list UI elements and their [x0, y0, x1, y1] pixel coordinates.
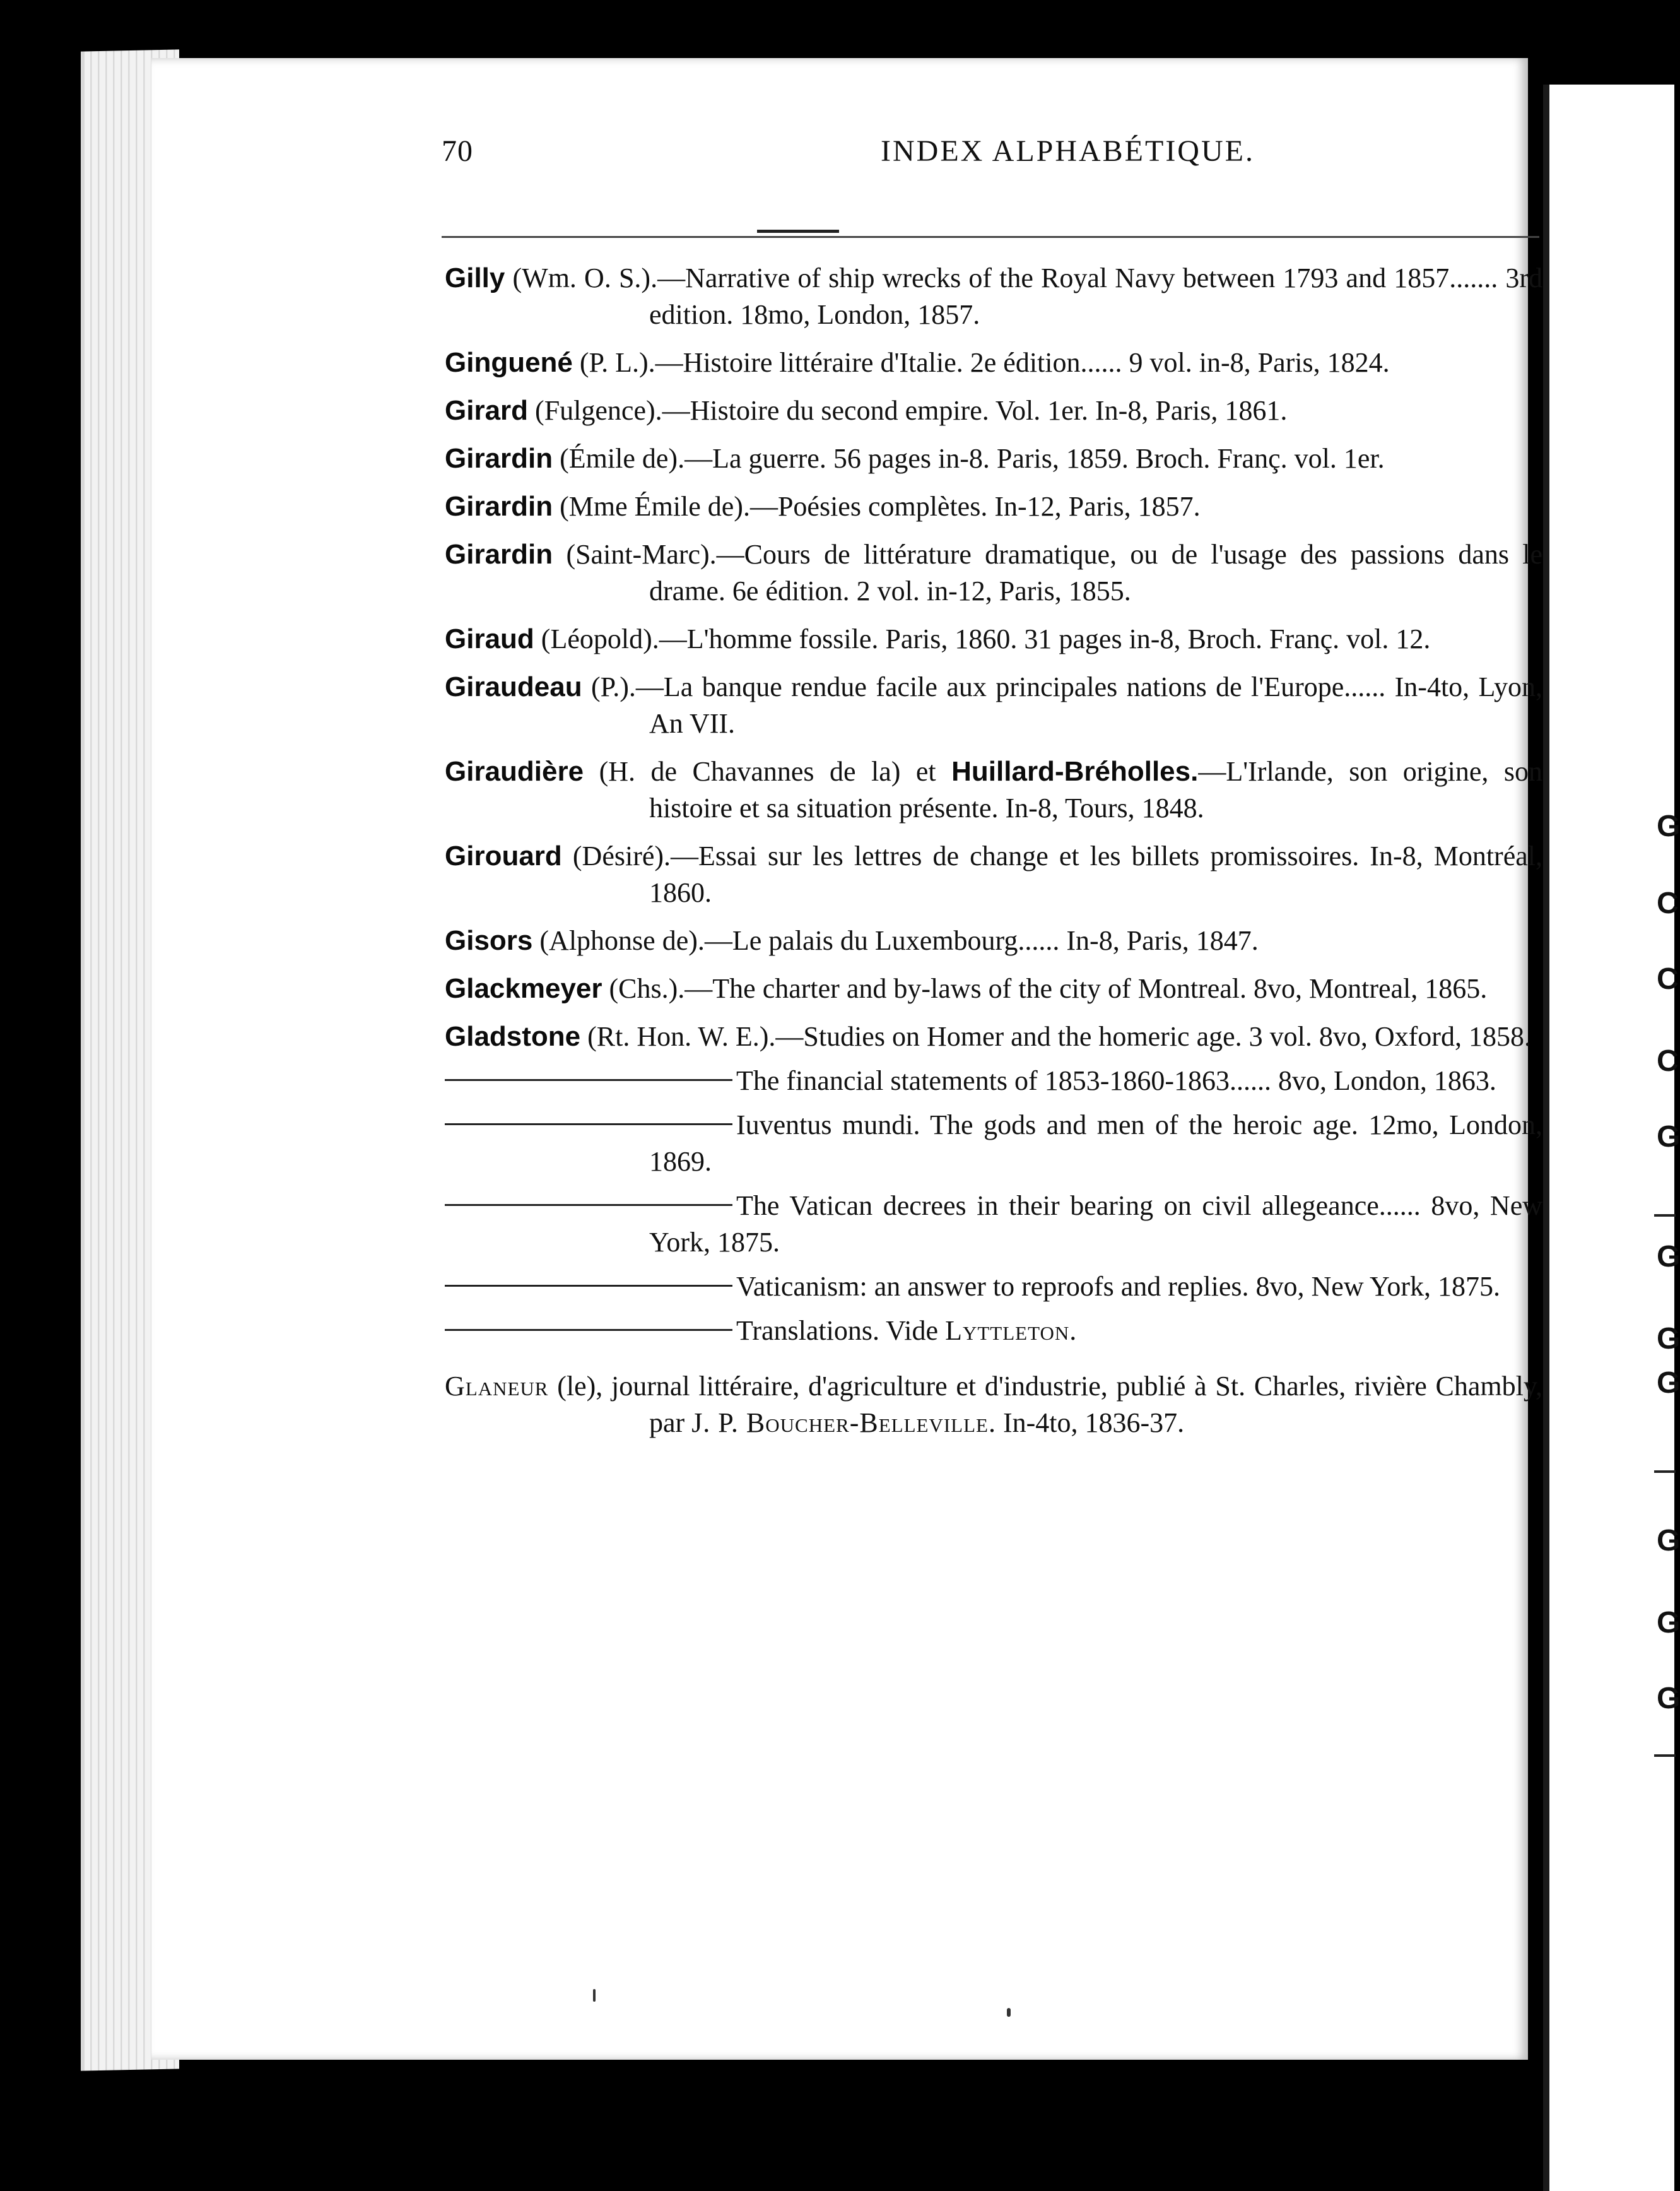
entry-author: Girard — [445, 395, 529, 426]
entry-author: Ginguené — [445, 347, 573, 378]
index-entry-continuation — [445, 1188, 1542, 1261]
ditto-dash-rule — [445, 1329, 732, 1331]
index-entry — [445, 669, 1542, 742]
header-rule — [442, 236, 1539, 238]
adjacent-page-letter: G — [1657, 1120, 1680, 1154]
entry-text: (Wm. O. S.).—Narrative of ship wrecks of the Royal Navy between 1793 and 1857....... 3rd edition. 18mo, London, 1857. — [512, 263, 1542, 330]
index-entries — [445, 260, 1542, 1453]
entry-author: Gisors — [445, 925, 533, 956]
entry-text: (Alphonse de).—Le palais du Luxembourg...... In-8, Paris, 1847. — [539, 925, 1259, 956]
page-number: 70 — [442, 134, 473, 168]
index-entry — [445, 345, 1542, 381]
entry-author: Girardin — [445, 443, 553, 474]
ditto-dash-rule — [445, 1123, 732, 1125]
ditto-dash-rule — [445, 1285, 732, 1287]
entry-author: Girouard — [445, 841, 562, 871]
index-entry-continuation — [445, 1268, 1542, 1305]
entry-author: Glaneur — [445, 1371, 549, 1402]
entry-text: The financial statements of 1853-1860-1863...... 8vo, London, 1863. — [736, 1065, 1496, 1096]
entry-text: (Saint-Marc).—Cours de littérature dramatique, ou de l'usage des passions dans le drame. 6e édition. 2 vol. in-12, Paris, 1855. — [566, 539, 1543, 606]
entry-author: Giraud — [445, 623, 534, 654]
entry-text-before: (H. de Chavannes de la) et — [599, 756, 936, 787]
adjacent-page-letter: G — [1657, 1322, 1680, 1355]
entry-author: Giraudeau — [445, 671, 582, 702]
entry-text: Vaticanism: an answer to reproofs and replies. 8vo, New York, 1875. — [736, 1271, 1500, 1302]
entry-text: (Émile de).—La guerre. 56 pages in-8. Paris, 1859. Broch. Franç. vol. 1er. — [560, 443, 1385, 474]
adjacent-page-letter: G — [1657, 1606, 1680, 1639]
index-entry-continuation — [445, 1313, 1542, 1349]
adjacent-page-letter: G — [1657, 1366, 1680, 1400]
entry-author: Gilly — [445, 263, 505, 293]
index-entry — [445, 621, 1542, 658]
ditto-dash-rule — [445, 1079, 732, 1081]
entry-text: The Vatican decrees in their bearing on civil allegeance...... 8vo, New York, 1875. — [649, 1190, 1542, 1258]
adjacent-page-dash — [1654, 1214, 1676, 1217]
adjacent-page-fragment — [1543, 85, 1680, 2191]
index-entry — [445, 923, 1542, 959]
index-entry-continuation — [445, 1107, 1542, 1180]
index-entry — [445, 1019, 1542, 1055]
adjacent-page-letter: G — [1657, 810, 1680, 843]
entry-publisher: J. P. Boucher-Belleville. — [691, 1407, 996, 1438]
entry-author: Gladstone — [445, 1021, 581, 1052]
entry-text: (P. L.).—Histoire littéraire d'Italie. 2e édition...... 9 vol. in-8, Paris, 1824. — [579, 347, 1390, 378]
entry-author: Glackmeyer — [445, 973, 602, 1004]
entry-text: (Fulgence).—Histoire du second empire. Vol. 1er. In-8, Paris, 1861. — [535, 395, 1288, 426]
index-entry — [445, 393, 1542, 429]
see-reference: Lyttleton. — [945, 1315, 1078, 1346]
entry-text: (Rt. Hon. W. E.).—Studies on Homer and the homeric age. 3 vol. 8vo, Oxford, 1858. — [587, 1021, 1531, 1052]
entry-author: Girardin — [445, 491, 553, 522]
entry-text: (Chs.).—The charter and by-laws of the city of Montreal. 8vo, Montreal, 1865. — [609, 973, 1488, 1004]
entry-text-before: Translations. Vide — [736, 1315, 939, 1346]
running-title: INDEX ALPHABÉTIQUE. — [881, 134, 1255, 168]
index-entry — [445, 536, 1542, 610]
entry-text: (P.).—La banque rendue facile aux principales nations de l'Europe...... In-4to, Lyon, An VII. — [591, 671, 1543, 739]
entry-text: Iuventus mundi. The gods and men of the heroic age. 12mo, London, 1869. — [649, 1109, 1542, 1177]
entry-coauthor: Huillard-Bréholles. — [951, 756, 1199, 787]
adjacent-page-letter: G — [1657, 1524, 1680, 1557]
index-entry — [445, 440, 1542, 477]
adjacent-page-letter: G — [1657, 1240, 1680, 1273]
adjacent-page-dash — [1654, 1754, 1676, 1757]
adjacent-page-letter: C — [1657, 1044, 1679, 1078]
entry-text: (Désiré).—Essai sur les lettres de change et les billets promissoires. In-8, Montréal, 1860. — [572, 841, 1542, 908]
entry-text: (Mme Émile de).—Poésies complètes. In-12, Paris, 1857. — [560, 491, 1201, 522]
index-entry — [445, 838, 1542, 911]
page-speck — [1007, 2008, 1011, 2017]
entry-text-after: In-4to, 1836-37. — [1002, 1407, 1185, 1438]
entry-text: (Léopold).—L'homme fossile. Paris, 1860. 31 pages in-8, Broch. Franç. vol. 12. — [541, 623, 1431, 654]
ditto-dash-rule — [445, 1204, 732, 1206]
index-entry — [445, 488, 1542, 525]
index-entry — [445, 753, 1542, 827]
adjacent-page-letter: G — [1657, 1682, 1680, 1715]
adjacent-page-dash — [1654, 1470, 1676, 1473]
adjacent-page-letter: C — [1657, 887, 1679, 920]
entry-author: Girardin — [445, 539, 553, 570]
index-entry — [445, 1368, 1542, 1441]
page-speck — [593, 1989, 596, 2002]
header-rule-ornament — [757, 230, 839, 233]
entry-text: (le), journal littéraire, d'agriculture et d'industrie, publié à St. Charles, rivière Chambly, par — [557, 1371, 1543, 1438]
book-page — [151, 58, 1543, 2060]
index-entry-continuation — [445, 1063, 1542, 1099]
index-entry — [445, 260, 1542, 333]
index-entry — [445, 971, 1542, 1007]
entry-text: —L'Irlande, son origine, son histoire et sa situation présente. In-8, Tours, 1848. — [649, 756, 1543, 824]
entry-author: Giraudière — [445, 756, 584, 787]
adjacent-page-letter: C — [1657, 962, 1679, 996]
